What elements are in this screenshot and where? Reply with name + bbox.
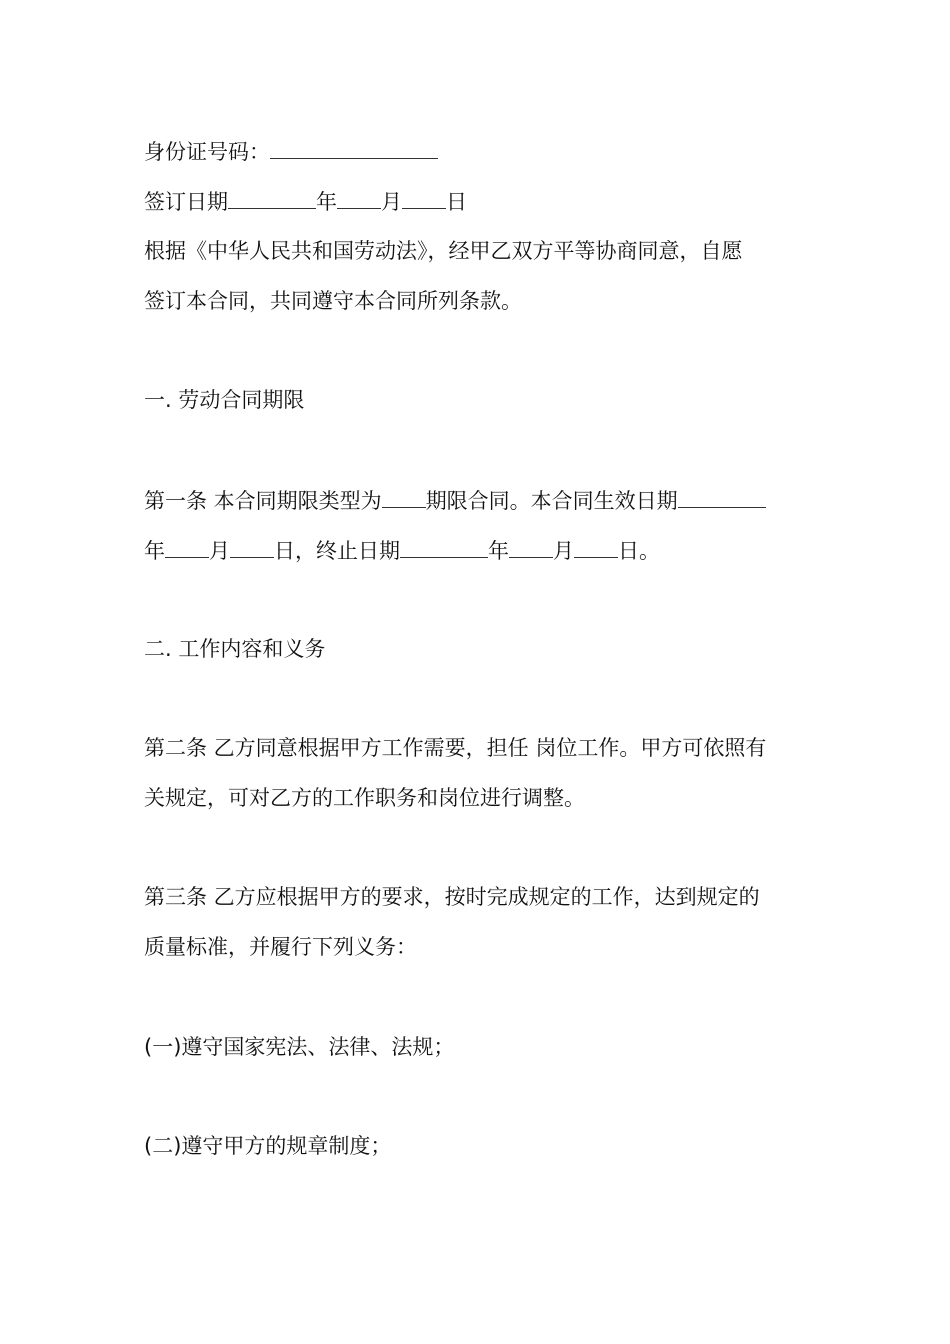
termination-month-label: 月 (553, 539, 574, 563)
termination-month-blank[interactable] (509, 535, 553, 558)
intro-line-2: 签订本合同，共同遵守本合同所列条款。 (144, 289, 522, 313)
article-1-text-a: 第一条 本合同期限类型为 (144, 489, 382, 513)
list-item: (二)遵守甲方的规章制度； (144, 1134, 392, 1158)
termination-day-label: 日。 (618, 539, 660, 563)
sign-date-label: 签订日期 (144, 190, 228, 214)
effective-month-label: 月 (209, 539, 230, 563)
id-number-label: 身份证号码： (144, 140, 270, 164)
effective-date-blank[interactable] (678, 485, 766, 508)
sign-date-line (144, 186, 467, 217)
sign-month-blank[interactable] (337, 186, 381, 209)
termination-year-label: 年 (488, 539, 509, 563)
article-2-line-2: 关规定，可对乙方的工作职务和岗位进行调整。 (144, 786, 585, 810)
section-1-heading: 一. 劳动合同期限 (144, 388, 305, 412)
article-1-text-b: 期限合同。本合同生效日期 (425, 489, 678, 513)
effective-year-label: 年 (144, 539, 165, 563)
sign-day-label: 日 (446, 190, 467, 214)
article-1-line-2 (144, 535, 660, 566)
termination-year-blank[interactable] (400, 535, 488, 558)
intro-line-1: 根据《中华人民共和国劳动法》，经甲乙双方平等协商同意，自愿 (144, 239, 743, 263)
id-number-blank[interactable] (270, 136, 438, 159)
effective-day-blank[interactable] (230, 535, 274, 558)
article-3-line-1: 第三条 乙方应根据甲方的要求，按时完成规定的工作，达到规定的 (144, 885, 760, 909)
sign-year-label: 年 (316, 190, 337, 214)
term-type-blank[interactable] (382, 485, 426, 508)
article-1-line-1 (144, 485, 766, 516)
effective-month-blank[interactable] (165, 535, 209, 558)
sign-year-blank[interactable] (228, 186, 316, 209)
termination-text: 日，终止日期 (274, 539, 400, 563)
article-3-line-2: 质量标准，并履行下列义务： (144, 935, 417, 959)
id-number-line (144, 136, 438, 167)
list-item: (一)遵守国家宪法、法律、法规； (144, 1035, 455, 1059)
section-2-heading: 二. 工作内容和义务 (144, 637, 326, 661)
article-2-line-1: 第二条 乙方同意根据甲方工作需要，担任 岗位工作。甲方可依照有 (144, 736, 767, 760)
sign-month-label: 月 (381, 190, 402, 214)
sign-day-blank[interactable] (402, 186, 446, 209)
termination-day-blank[interactable] (574, 535, 618, 558)
